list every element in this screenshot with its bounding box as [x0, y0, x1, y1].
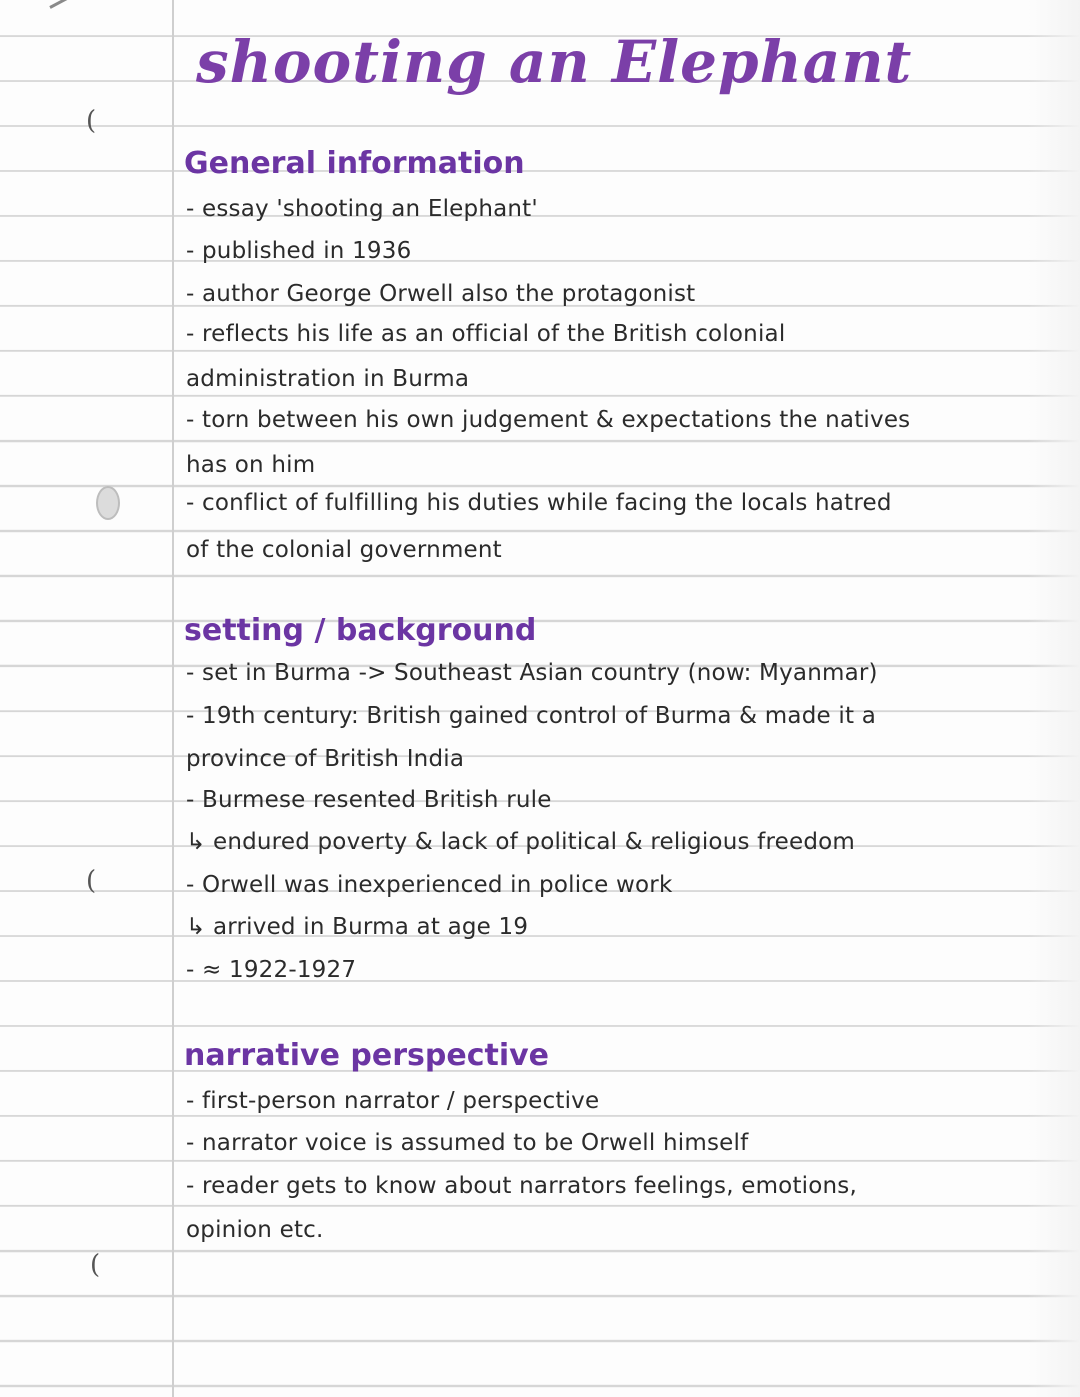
page-edge-shadow: [1028, 0, 1080, 1397]
note-line: - Orwell was inexperienced in police work: [186, 872, 673, 898]
note-line: ↳ arrived in Burma at age 19: [186, 914, 529, 940]
note-line: - ≈ 1922-1927: [186, 957, 357, 983]
note-line: ↳ endured poverty & lack of political & religious freedom: [186, 829, 855, 855]
note-line: opinion etc.: [186, 1217, 324, 1243]
note-line: - essay 'shooting an Elephant': [186, 196, 538, 222]
bracket-mark: (: [86, 106, 97, 136]
punch-hole: [96, 486, 120, 520]
note-line: - conflict of fulfilling his duties while facing the locals hatred: [186, 490, 892, 516]
bracket-mark: (: [90, 1250, 101, 1280]
note-line: - author George Orwell also the protagonist: [186, 281, 696, 307]
note-line: has on him: [186, 452, 316, 478]
note-line: - reflects his life as an official of the British colonial: [186, 321, 786, 347]
margin-line: [172, 0, 174, 1397]
page-title: shooting an Elephant: [196, 28, 913, 96]
section-heading-setting: setting / background: [184, 613, 537, 648]
section-heading-narrative: narrative perspective: [184, 1038, 550, 1073]
note-line: administration in Burma: [186, 366, 470, 392]
note-line: - Burmese resented British rule: [186, 787, 552, 813]
note-line: - 19th century: British gained control of Burma & made it a: [186, 703, 876, 729]
note-line: province of British India: [186, 746, 465, 772]
note-line: - set in Burma -> Southeast Asian country (now: Myanmar): [186, 660, 878, 686]
note-line: - first-person narrator / perspective: [186, 1088, 600, 1114]
note-line: - narrator voice is assumed to be Orwell himself: [186, 1130, 749, 1156]
note-line: of the colonial government: [186, 537, 502, 563]
check-mark: [49, 0, 89, 9]
note-line: - reader gets to know about narrators feelings, emotions,: [186, 1173, 857, 1199]
section-heading-general: General information: [184, 146, 525, 181]
bracket-mark: (: [86, 866, 97, 896]
note-line: - published in 1936: [186, 238, 412, 264]
note-line: - torn between his own judgement & expectations the natives: [186, 407, 911, 433]
